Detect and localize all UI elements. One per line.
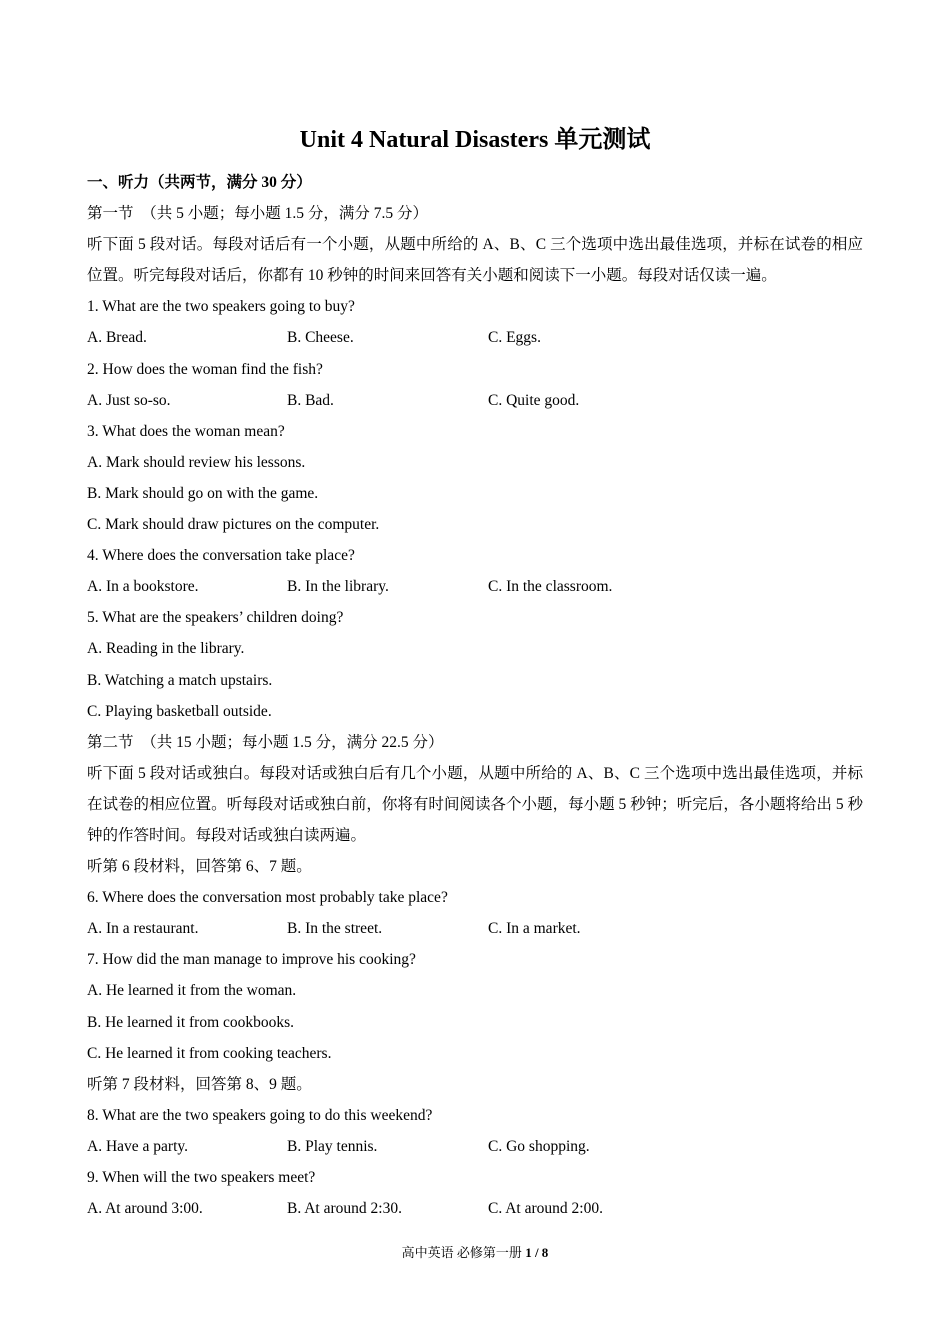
question-3-option-c: C. Mark should draw pictures on the computer. (87, 516, 380, 534)
option-c: C. Quite good. (488, 391, 580, 409)
part1-heading: 第一节 （共 5 小题；每小题 1.5 分，满分 7.5 分） (87, 205, 429, 223)
option-b: B. Cheese. (287, 329, 354, 347)
option-a: A. Just so-so. (87, 391, 171, 409)
question-9-stem: 9. When will the two speakers meet? (87, 1169, 316, 1186)
question-7-option-b: B. He learned it from cookbooks. (87, 1013, 295, 1031)
question-6-options (87, 913, 863, 944)
exam-content (87, 167, 863, 1224)
option-b: B. In the street. (287, 920, 383, 938)
question-1-stem: 1. What are the two speakers going to buy? (87, 298, 355, 316)
option-a: A. At around 3:00. (87, 1200, 203, 1218)
question-4-stem: 4. Where does the conversation take place? (87, 547, 355, 565)
page-title: Unit 4 Natural Disasters 单元测试 (299, 127, 651, 153)
option-b: B. At around 2:30. (287, 1200, 402, 1218)
question-7-stem: 7. How did the man manage to improve his cooking? (87, 951, 416, 969)
question-8-stem: 8. What are the two speakers going to do this weekend? (87, 1106, 433, 1124)
option-a: A. Bread. (87, 329, 147, 347)
question-1-options (87, 322, 863, 353)
option-c: C. Go shopping. (488, 1137, 590, 1155)
option-a: A. In a restaurant. (87, 920, 199, 938)
question-4-options (87, 571, 863, 602)
option-b: B. Bad. (287, 391, 334, 409)
question-7-option-c: C. He learned it from cooking teachers. (87, 1044, 332, 1062)
part1-instructions: 听下面 5 段对话。每段对话后有一个小题，从题中所给的 A、B、C 三个选项中选出最佳选项，并标在试卷的相应位置。听完每段对话后，你都有 10 秒钟的时间来回答有关小题和阅读下一小题。每段对话仅读一遍。 (87, 236, 863, 285)
section-heading-listening: 一、听力（共两节，满分 30 分） (87, 174, 312, 191)
question-3-option-b: B. Mark should go on with the game. (87, 484, 319, 502)
footer-page-number: 1 / 8 (525, 1245, 549, 1260)
question-5-option-a: A. Reading in the library. (87, 640, 245, 658)
part2-instructions: 听下面 5 段对话或独白。每段对话或独白后有几个小题，从题中所给的 A、B、C 三个选项中选出最佳选项，并标在试卷的相应位置。听每段对话或独白前，你将有时间阅读各个小题，每小题 5 秒钟；听完后，各小题将给出 5 秒钟的作答时间。每段对话或独白读两遍。 (87, 764, 863, 844)
footer-course: 高中英语 必修第一册 (401, 1245, 522, 1260)
question-2-options (87, 385, 863, 416)
question-9-options (87, 1193, 863, 1224)
question-3-stem: 3. What does the woman mean? (87, 422, 285, 440)
material-7-note: 听第 7 段材料，回答第 8、9 题。 (87, 1075, 312, 1093)
question-5-option-c: C. Playing basketball outside. (87, 702, 272, 720)
option-c: C. At around 2:00. (488, 1200, 603, 1218)
question-3-option-a: A. Mark should review his lessons. (87, 453, 306, 471)
option-b: B. In the library. (287, 578, 389, 596)
option-a: A. In a bookstore. (87, 578, 199, 596)
question-7-option-a: A. He learned it from the woman. (87, 982, 297, 1000)
option-a: A. Have a party. (87, 1137, 188, 1155)
question-5-stem: 5. What are the speakers’ children doing? (87, 609, 344, 627)
option-c: C. In the classroom. (488, 578, 613, 596)
question-2-stem: 2. How does the woman find the fish? (87, 360, 323, 378)
material-6-note: 听第 6 段材料，回答第 6、7 题。 (87, 858, 312, 876)
option-c: C. Eggs. (488, 329, 541, 347)
question-8-options (87, 1131, 863, 1162)
option-c: C. In a market. (488, 920, 581, 938)
part2-heading: 第二节 （共 15 小题；每小题 1.5 分，满分 22.5 分） (87, 733, 444, 751)
page-footer (0, 1243, 950, 1263)
option-b: B. Play tennis. (287, 1137, 378, 1155)
question-6-stem: 6. Where does the conversation most probably take place? (87, 889, 448, 907)
question-5-option-b: B. Watching a match upstairs. (87, 671, 273, 689)
